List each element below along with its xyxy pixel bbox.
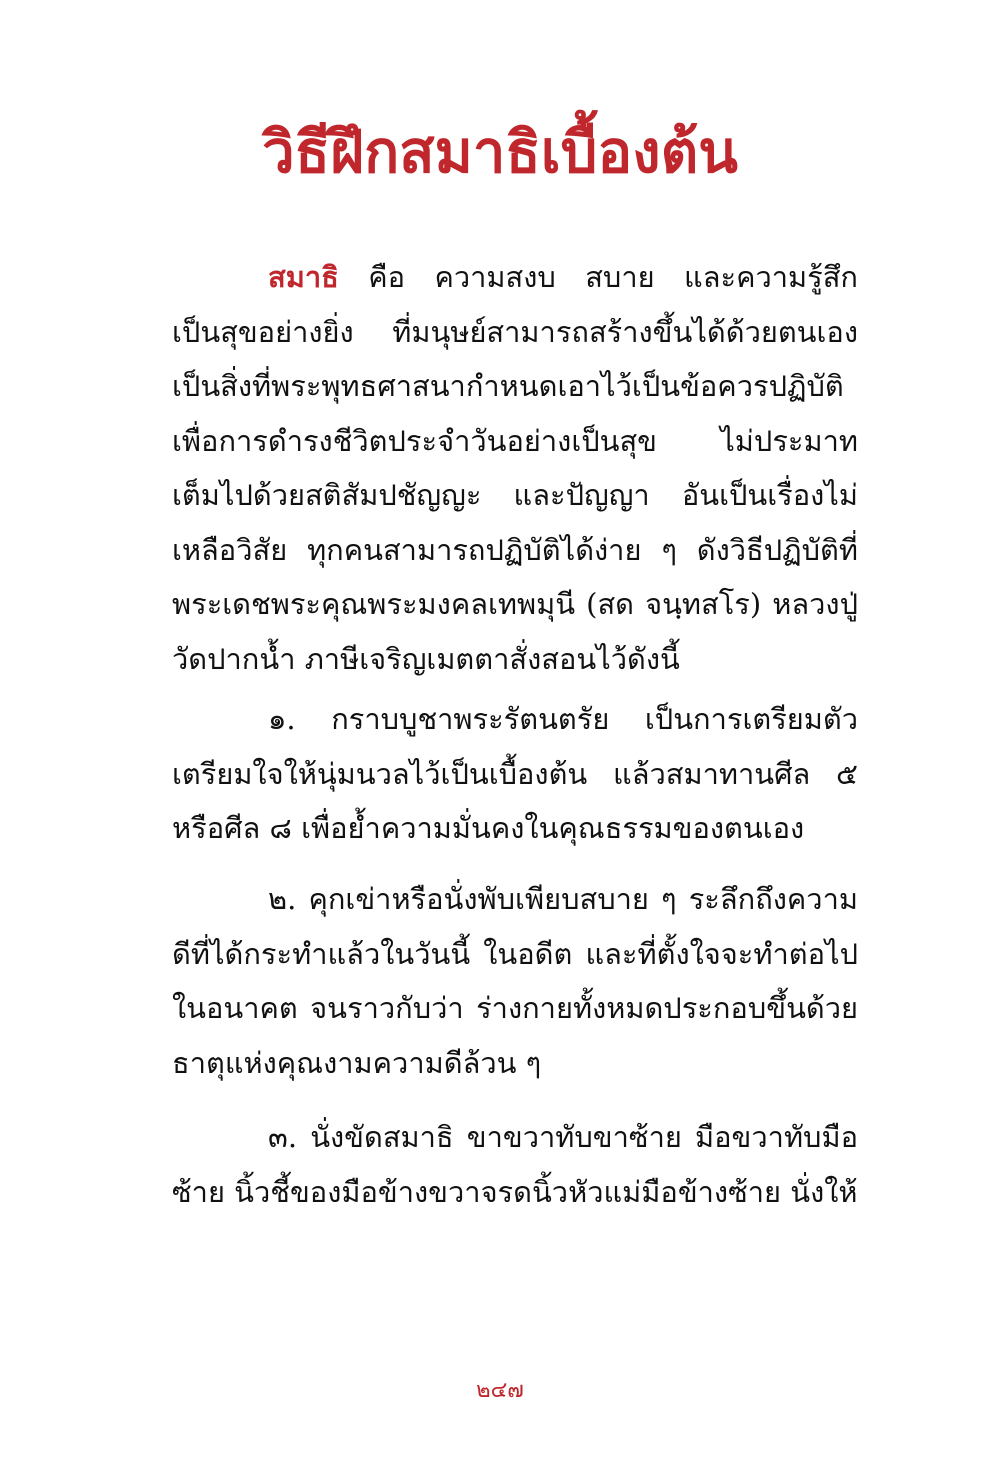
step-2-paragraph: ๒. คุกเข่าหรือนั่งพับเพียบสบาย ๆ ระลึกถึงความดีที่ได้กระทำแล้วในวันนี้ ในอดีต และที่ตั้งใจจะทำต่อไปในอนาคต จนราวกับว่า ร่างกายทั้งหมดประกอบขึ้นด้วยธาตุแห่งคุณงามความดีล้วน ๆ <box>172 882 858 1080</box>
intro-text: คือ ความสงบ สบาย และความรู้สึกเป็นสุขอย่างยิ่ง ที่มนุษย์สามารถสร้างขึ้นได้ด้วยตนเอง เป็นสิ่งที่พระพุทธศาสนากำหนดเอาไว้เป็นข้อควรปฏิบัติ เพื่อการดำรงชีวิตประจำวันอย่างเป็นสุข ไม่ประมาท เต็มไปด้วยสติสัมปชัญญะ และปัญญา อันเป็นเรื่องไม่เหลือวิสัย ทุกคนสามารถปฏิบัติได้ง่าย ๆ ดังวิธีปฏิบัติที่พระเดชพระคุณพระมงคลเทพมุนี (สด จนฺทสโร) หลวงปู่วัดปากน้ำ ภาษีเจริญเมตตาสั่งสอนไว้ดังนี้ <box>172 260 858 676</box>
page-number: ๒๔๗ <box>476 1378 524 1403</box>
page-title: วิธีฝึกสมาธิเบื้องต้น <box>262 118 738 186</box>
step-1-paragraph: ๑. กราบบูชาพระรัตนตรัย เป็นการเตรียมตัวเตรียมใจให้นุ่มนวลไว้เป็นเบื้องต้น แล้วสมาทานศีล ๕ หรือศีล ๘ เพื่อย้ำความมั่นคงในคุณธรรมของตนเอง <box>172 702 858 845</box>
highlighted-term: สมาธิ <box>268 260 339 294</box>
intro-paragraph <box>172 250 858 686</box>
step-3-paragraph: ๓. นั่งขัดสมาธิ ขาขวาทับขาซ้าย มือขวาทับมือซ้าย นิ้วชี้ของมือข้างขวาจรดนิ้วหัวแม่มือข้างซ้าย นั่งให้ <box>172 1120 858 1209</box>
